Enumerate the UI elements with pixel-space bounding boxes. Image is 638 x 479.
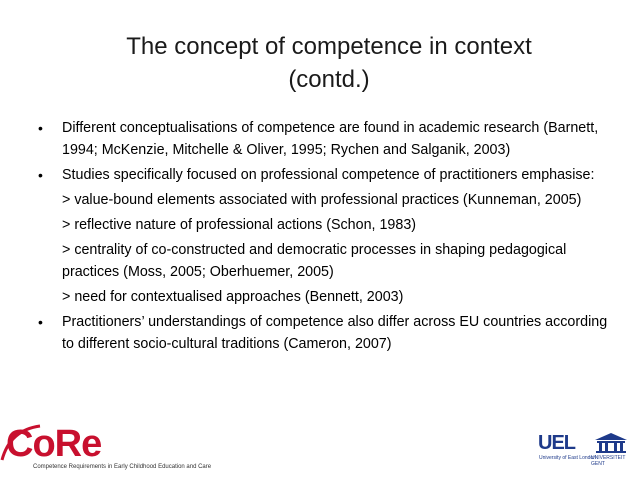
gent-subtitle: UNIVERSITEIT GENT xyxy=(591,455,626,467)
bullet-list xyxy=(38,117,623,358)
sub-item: > value-bound elements associated with professional practices (Kunneman, 2005) xyxy=(62,192,582,208)
bullet-dot: • xyxy=(38,120,43,136)
gent-building-icon xyxy=(593,432,629,454)
uel-logo: UEL xyxy=(538,432,575,454)
title-line-1: The concept of competence in context xyxy=(126,33,532,60)
partner-logos xyxy=(538,432,633,472)
sub-item: > need for contextualised approaches (Bennett, 2003) xyxy=(62,289,404,305)
bullet-item xyxy=(38,311,623,355)
bullet-dot: • xyxy=(38,314,43,330)
core-logo xyxy=(0,420,240,479)
sub-item: > reflective nature of professional actions (Schon, 1983) xyxy=(62,217,417,233)
bullet-text: Studies specifically focused on professional competence of practitioners emphasise: xyxy=(62,167,595,183)
core-tagline: Competence Requirements in Early Childhood Education and Care xyxy=(33,464,212,470)
bullet-dot: • xyxy=(38,167,43,183)
bullet-item xyxy=(38,117,623,161)
bullet-text: Different conceptualisations of competence are found in academic research (Barnett, 1994; McKenzie, Mitchelle & Oliver, 1995; Rychen and Salganik, 2003) xyxy=(62,120,599,158)
bullet-text: Practitioners’ understandings of competence also differ across EU countries according to different socio-cultural traditions (Cameron, 2007) xyxy=(62,314,608,352)
uel-subtitle: University of East London xyxy=(539,455,596,461)
slide-title xyxy=(40,30,618,96)
title-line-2: (contd.) xyxy=(288,66,370,93)
bullet-item xyxy=(38,164,623,186)
sub-item: > centrality of co-constructed and democratic processes in shaping pedagogical practices (Moss, 2005; Oberhuemer, 2005) xyxy=(62,242,567,280)
core-wordmark: CoRe xyxy=(6,423,102,465)
